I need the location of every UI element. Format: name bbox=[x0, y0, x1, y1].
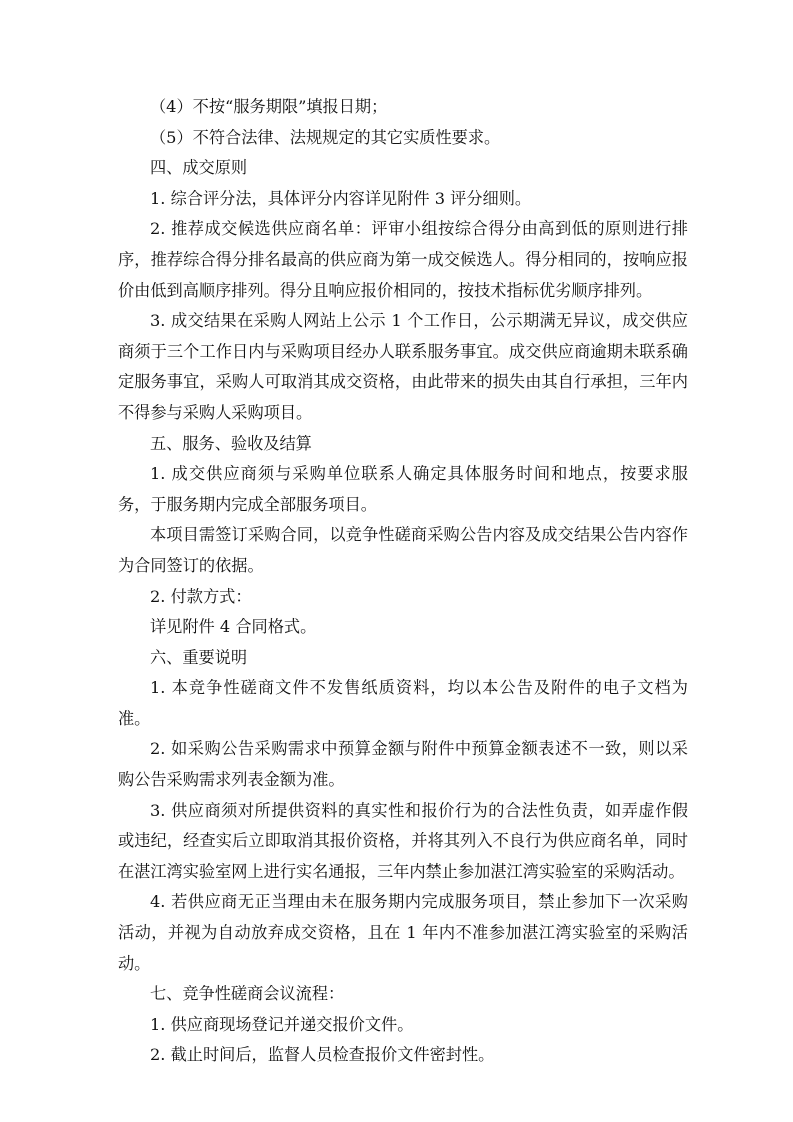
paragraph-6-1: 1. 本竞争性磋商文件不发售纸质资料，均以本公告及附件的电子文档为准。 bbox=[118, 678, 688, 728]
paragraph-5-2: 2. 付款方式： bbox=[150, 586, 252, 606]
section-heading-4: 四、成交原则 bbox=[150, 158, 248, 178]
paragraph-6-2: 2. 如采购公告采购需求中预算金额与附件中预算金额表述不一致，则以采购公告采购需求列表金额为准。 bbox=[118, 739, 688, 790]
paragraph-4-1: 1. 综合评分法，具体评分内容详见附件 3 评分细则。 bbox=[150, 188, 532, 208]
section-heading-5: 五、服务、验收及结算 bbox=[150, 433, 312, 453]
paragraph-5-contract: 本项目需签订采购合同，以竞争性磋商采购公告内容及成交结果公告内容作为合同签订的依据。 bbox=[118, 525, 688, 575]
paragraph-5-2-detail: 详见附件 4 合同格式。 bbox=[150, 617, 317, 637]
list-item-5: （5）不符合法律、法规规定的其它实质性要求。 bbox=[150, 127, 501, 147]
list-item-4: （4）不按“服务期限”填报日期； bbox=[150, 97, 388, 116]
paragraph-4-3: 3. 成交结果在采购人网站上公示 1 个工作日，公示期满无异议，成交供应商须于三个工作日内与采购项目经办人联系服务事宜。成交供应商逾期未联系确定服务事宜，采购人可取消其成交资格，由此带来的损失由其自行承担，三年内不得参与采购人采购项目。 bbox=[118, 311, 688, 422]
paragraph-5-1: 1. 成交供应商须与采购单位联系人确定具体服务时间和地点，按要求服务，于服务期内完成全部服务项目。 bbox=[118, 464, 688, 514]
document-body bbox=[118, 92, 688, 1071]
paragraph-7-1: 1. 供应商现场登记并递交报价文件。 bbox=[150, 1014, 414, 1034]
section-heading-7: 七、竞争性磋商会议流程： bbox=[150, 984, 345, 1004]
paragraph-4-2: 2. 推荐成交候选供应商名单：评审小组按综合得分由高到低的原则进行排序，推荐综合得分排名最高的供应商为第一成交候选人。得分相同的，按响应报价由低到高顺序排列。得分且响应报价相同的，按技术指标优劣顺序排列。 bbox=[118, 219, 688, 300]
paragraph-6-3: 3. 供应商须对所提供资料的真实性和报价行为的合法性负责，如弄虚作假或违纪，经查实后立即取消其报价资格，并将其列入不良行为供应商名单，同时在湛江湾实验室网上进行实名通报，三年内禁止参加湛江湾实验室的采购活动。 bbox=[118, 800, 688, 881]
section-heading-6: 六、重要说明 bbox=[150, 647, 248, 667]
paragraph-6-4: 4. 若供应商无正当理由未在服务期内完成服务项目，禁止参加下一次采购活动，并视为自动放弃成交资格，且在 1 年内不准参加湛江湾实验室的采购活动。 bbox=[118, 892, 688, 973]
paragraph-7-2: 2. 截止时间后，监督人员检查报价文件密封性。 bbox=[150, 1045, 495, 1065]
